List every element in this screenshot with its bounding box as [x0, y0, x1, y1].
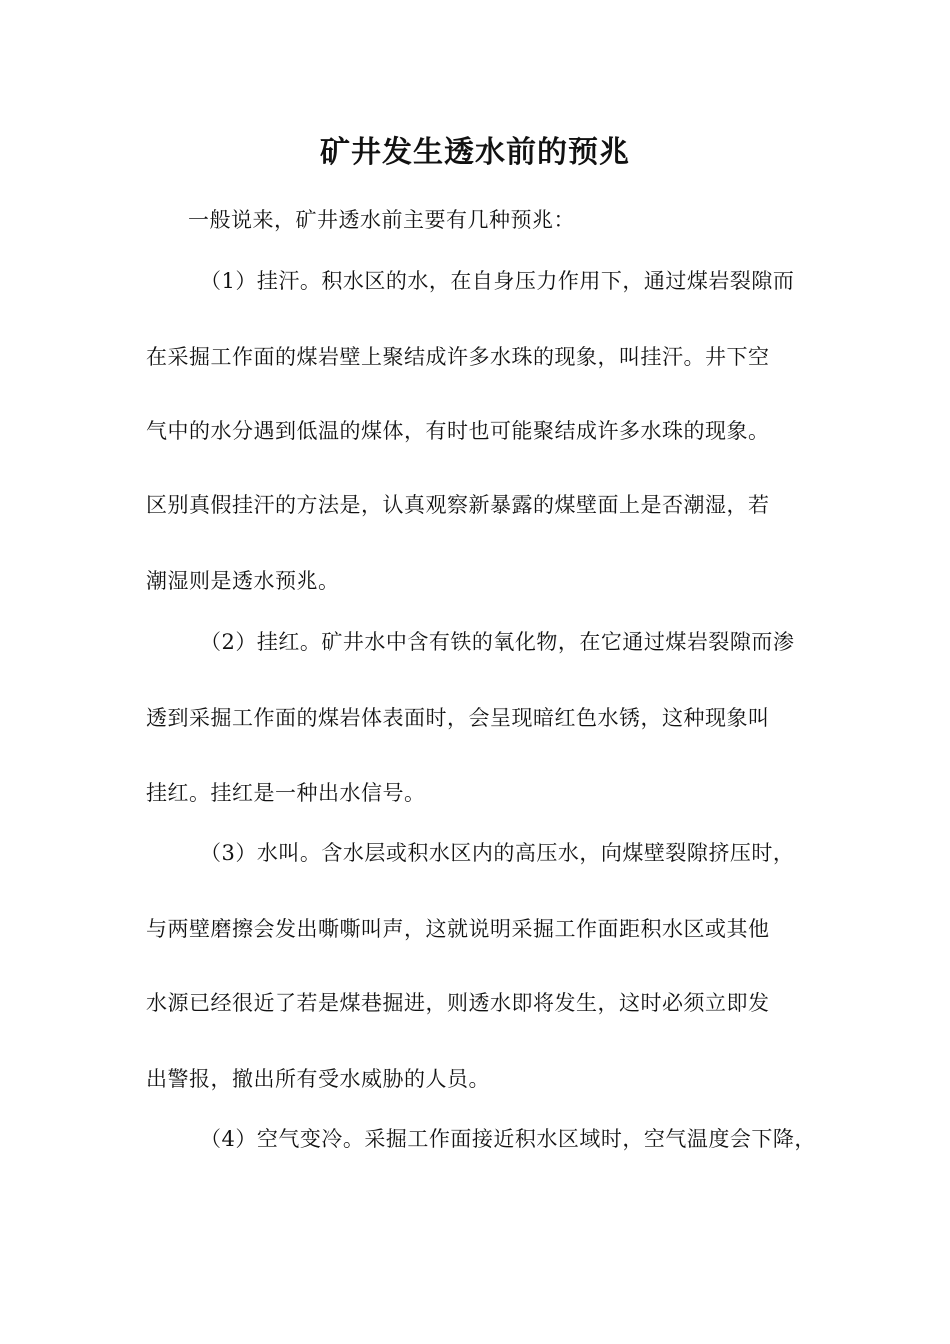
paragraph-line: 挂红。挂红是一种出水信号。: [146, 781, 426, 805]
page-title: 矿井发生透水前的预兆: [320, 135, 630, 170]
paragraph-line: 气中的水分遇到低温的煤体，有时也可能聚结成许多水珠的现象。: [146, 419, 770, 443]
paragraph-line: （2）挂红。矿井水中含有铁的氧化物，在它通过煤岩裂隙而渗: [200, 630, 795, 654]
paragraph-line: 出警报，撤出所有受水威胁的人员。: [146, 1067, 490, 1091]
paragraph-line: 透到采掘工作面的煤岩体表面时，会呈现暗红色水锈，这种现象叫: [146, 706, 770, 730]
paragraph-line: （4）空气变冷。采掘工作面接近积水区域时，空气温度会下降，: [200, 1127, 816, 1151]
paragraph-line: 与两壁磨擦会发出嘶嘶叫声，这就说明采掘工作面距积水区或其他: [146, 917, 770, 941]
paragraph-line: 潮湿则是透水预兆。: [146, 569, 340, 593]
paragraph-line: （1）挂汗。积水区的水，在自身压力作用下，通过煤岩裂隙而: [200, 269, 795, 293]
paragraph-line: 水源已经很近了若是煤巷掘进，则透水即将发生，这时必须立即发: [146, 991, 770, 1015]
paragraph-line: 一般说来，矿井透水前主要有几种预兆：: [188, 208, 575, 232]
paragraph-line: 在采掘工作面的煤岩壁上聚结成许多水珠的现象，叫挂汗。井下空: [146, 345, 770, 369]
paragraph-line: 区别真假挂汗的方法是，认真观察新暴露的煤壁面上是否潮湿，若: [146, 493, 770, 517]
paragraph-line: （3）水叫。含水层或积水区内的高压水，向煤壁裂隙挤压时，: [200, 841, 795, 865]
